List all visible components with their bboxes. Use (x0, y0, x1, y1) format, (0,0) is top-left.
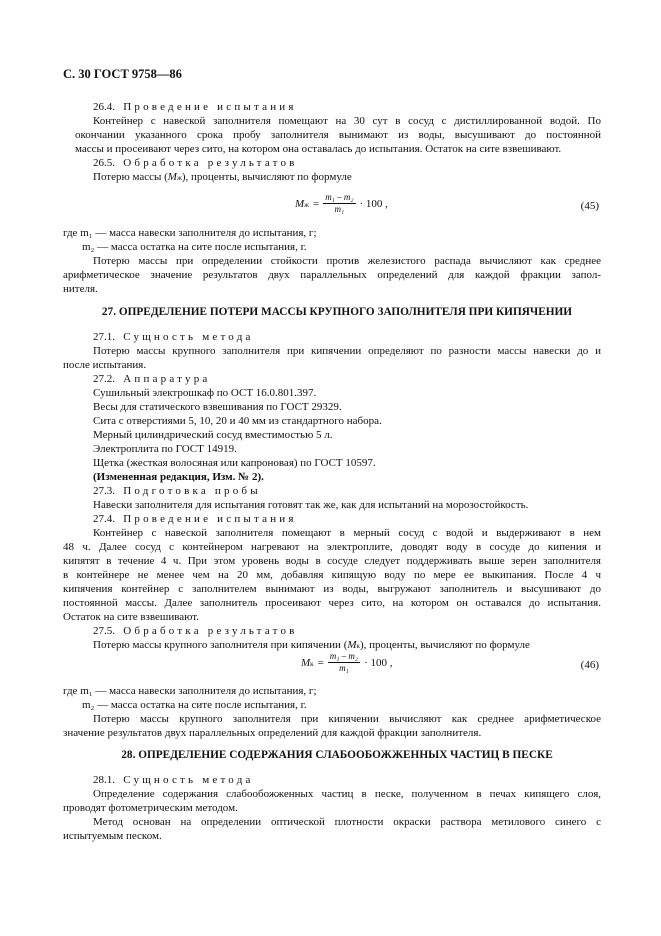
clause-28-1-heading (93, 773, 601, 787)
paragraph-line: Метод основан на определении оптической плотности окраски раствора метилового синего с (93, 816, 601, 828)
paragraph-line: Потерю массы крупного заполнителя при кипячении определяют по разности массы навески до и (93, 345, 601, 357)
equipment-item: Щетка (жесткая волосяная или капроновая) по ГОСТ 10597. (93, 457, 376, 469)
clause-title: Сущность метода (123, 774, 254, 786)
formula-45 (295, 192, 388, 215)
paragraph-line: после испытания. (63, 359, 147, 371)
paragraph-line: 48 ч. Далее сосуд с контейнером нагревают на электроплите, доводят воду в сосуде до кипения и (63, 541, 601, 553)
clause-number: 27.2. (93, 373, 115, 385)
clause-27-1-heading (93, 330, 601, 344)
paragraph-line: постоянной массы. Далее заполнитель просеивают через сито, на котором он оставался до испытания. (63, 597, 601, 609)
formula-multiplier: · 100 , (364, 656, 393, 669)
formula-lhs: M (301, 656, 311, 669)
where-line-1: где m₁ — масса навески заполнителя до испытания, г; (63, 685, 317, 697)
clause-26-4-heading (93, 100, 601, 114)
formula-lhs-subscript: к (310, 659, 314, 668)
fraction (323, 192, 355, 215)
clause-27-3-heading (93, 484, 601, 498)
equation-number: (46) (580, 659, 599, 671)
fraction (328, 651, 360, 674)
paragraph-line: кипятят в течение 4 ч. При этом уровень воды в сосуде следует поддерживать выше зерен заполнителя (63, 555, 601, 567)
paragraph-line: Остаток на сите взвешивают. (63, 611, 199, 623)
page-header: С. 30 ГОСТ 9758—86 (63, 67, 182, 81)
paragraph-line: Потерю массы крупного заполнителя при кипячении вычисляют как среднее арифметическое (93, 713, 601, 725)
paragraph-line: Контейнер с навеской заполнителя помещают на 30 сут в сосуд с дистиллированной водой. По (93, 115, 601, 127)
clause-title: Обработка результатов (123, 625, 298, 637)
equals-sign: = (317, 656, 324, 669)
paragraph-line: значение результатов двух параллельных определений для каждой фракции заполнителя. (63, 727, 482, 739)
text-fragment: Потерю массы ( (93, 171, 168, 183)
symbol: M (167, 171, 177, 183)
clause-number: 27.3. (93, 485, 115, 497)
clause-number: 26.5. (93, 157, 115, 169)
equipment-item: Сита с отверстиями 5, 10, 20 и 40 мм из стандартного набора. (93, 415, 382, 427)
formula-46 (301, 651, 392, 674)
clause-number: 26.4. (93, 101, 115, 113)
clause-title: Сущность метода (123, 331, 254, 343)
paragraph-line: Контейнер с навеской заполнителя помещают в мерный сосуд с водой и выдерживают в нем (93, 527, 601, 539)
formula-multiplier: · 100 , (359, 197, 388, 210)
where-line-1: где m₁ — масса навески заполнителя до испытания, г; (63, 227, 317, 239)
paragraph-line: нителя. (63, 283, 98, 295)
formula-lhs: M (295, 197, 305, 210)
clause-title: Проведение испытания (123, 513, 297, 525)
fraction-denominator: m₁ (339, 663, 349, 673)
paragraph-line: Навески заполнителя для испытания готовят так же, как для испытаний на морозостойкость. (93, 499, 529, 511)
paragraph-line: массы и просеивают через сито, на котором она оставалась до испытания. Остаток на сите взвешивают. (75, 143, 562, 155)
paragraph-line: проводят фотометрическим методом. (63, 802, 238, 814)
amendment-note: (Измененная редакция, Изм. № 2). (93, 471, 264, 483)
where-line-2: m₂ — масса остатка на сите после испытания, г. (82, 699, 307, 711)
clause-number: 28.1. (93, 774, 115, 786)
text-fragment: Потерю массы крупного заполнителя при кипячении ( (93, 639, 348, 651)
clause-title: Обработка результатов (123, 157, 298, 169)
clause-number: 27.5. (93, 625, 115, 637)
section-27-title: 27. ОПРЕДЕЛЕНИЕ ПОТЕРИ МАССЫ КРУПНОГО ЗАПОЛНИТЕЛЯ ПРИ КИПЯЧЕНИИ (101, 306, 573, 318)
clause-number: 27.1. (93, 331, 115, 343)
equipment-item: Весы для статического взвешивания по ГОСТ 29329. (93, 401, 342, 413)
paragraph-line: окончании указанного срока пробу заполнителя вынимают из воды, высушивают до постоянной (75, 129, 601, 141)
text-fragment: ), проценты, вычисляют по формуле (359, 639, 530, 651)
clause-26-5-heading (93, 156, 601, 170)
equipment-item: Электроплита по ГОСТ 14919. (93, 443, 237, 455)
symbol: M (347, 639, 357, 651)
fraction-numerator: m₁ – m₂ (325, 192, 354, 202)
paragraph-line: Определение содержания слабообожженных частиц в песке, полученном в печах кипящего слоя, (93, 788, 601, 800)
clause-number: 27.4. (93, 513, 115, 525)
paragraph-line: испытуемым песком. (63, 830, 162, 842)
clause-title: Проведение испытания (123, 101, 297, 113)
symbol-subscript: к (356, 642, 360, 650)
equals-sign: = (313, 197, 320, 210)
paragraph-line: кипячения контейнер с заполнителем вынимают из воды, выгружают заполнитель и высушивают до (63, 583, 601, 595)
fraction-denominator: m₁ (334, 204, 345, 214)
clause-27-5-heading (93, 624, 601, 638)
paragraph-line: в контейнере не менее чем на 20 мм, добавляя кипящую воду по мере ее выкипания. После 4 ч (63, 569, 601, 581)
clause-27-4-heading (93, 512, 601, 526)
paragraph-line: арифметическое значение результатов двух параллельных определений для каждой фракции запол- (63, 269, 601, 281)
equation-number: (45) (580, 200, 599, 212)
paragraph-line: Потерю массы при определении стойкости против железистого распада вычисляют как среднее (93, 255, 601, 267)
equipment-item: Мерный цилиндрический сосуд вместимостью 5 л. (93, 429, 333, 441)
equipment-item: Сушильный электрошкаф по ОСТ 16.0.801.397. (93, 387, 317, 399)
section-28-title: 28. ОПРЕДЕЛЕНИЕ СОДЕРЖАНИЯ СЛАБООБОЖЖЕННЫХ ЧАСТИЦ В ПЕСКЕ (121, 749, 553, 761)
formula-intro (93, 170, 601, 185)
text-fragment: ), проценты, вычисляют по формуле (181, 171, 352, 183)
clause-title: Подготовка пробы (123, 485, 261, 497)
where-line-2: m₂ — масса остатка на сите после испытания, г. (82, 241, 307, 253)
clause-title: Аппаратура (123, 373, 211, 385)
formula-lhs-subscript: ж (304, 200, 310, 209)
fraction-numerator: m₁ – m₂ (329, 651, 359, 661)
symbol-subscript: ж (176, 174, 182, 182)
clause-27-2-heading (93, 372, 601, 386)
